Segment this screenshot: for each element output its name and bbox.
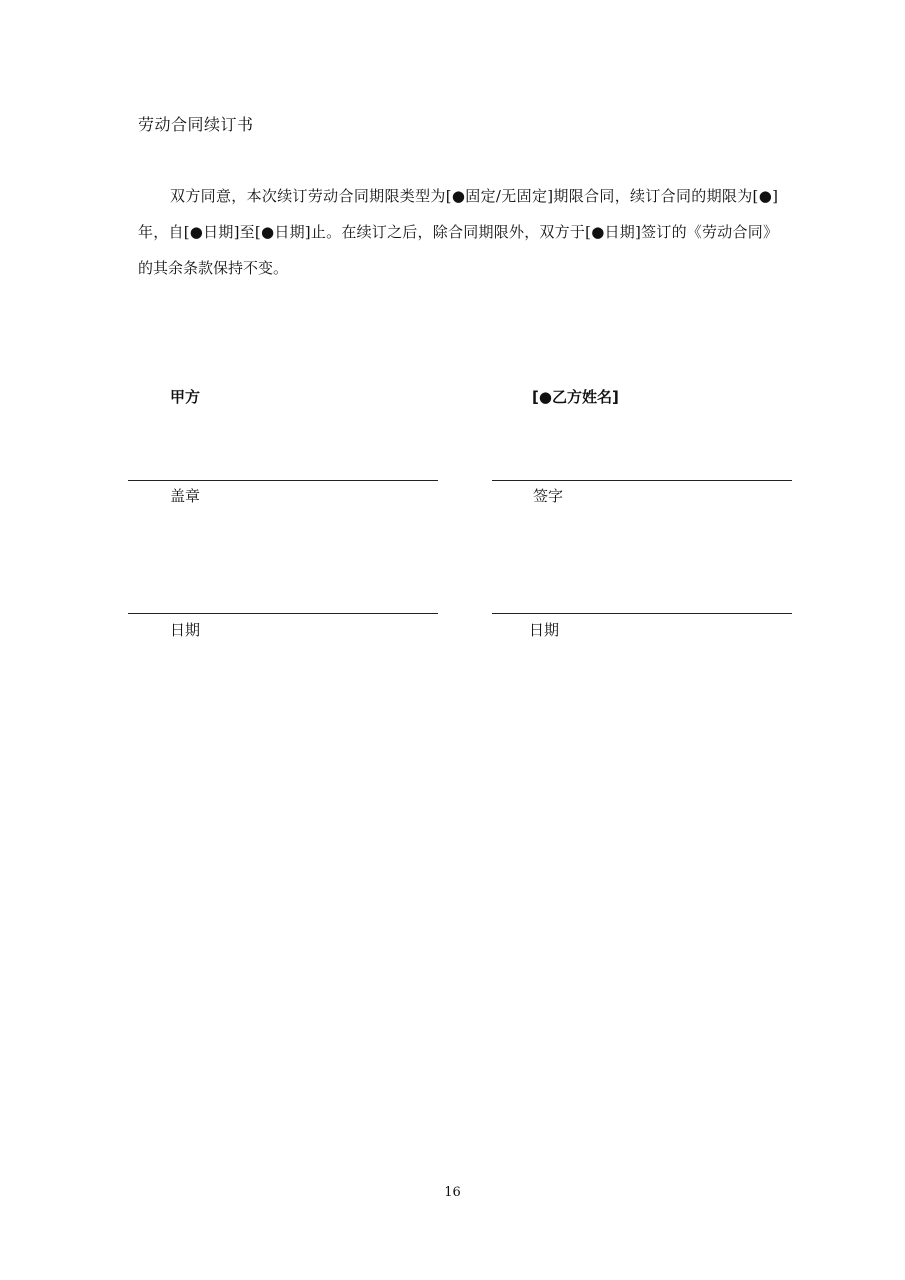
party-a-stamp-line	[128, 480, 438, 481]
party-a-label: 甲方	[170, 388, 201, 406]
party-b-sign-label: 签字	[533, 487, 564, 505]
party-b-date-line	[492, 613, 792, 614]
party-a-stamp-label: 盖章	[170, 487, 201, 505]
party-b-date-label: 日期	[529, 621, 560, 639]
renewal-clause-paragraph: 双方同意，本次续订劳动合同期限类型为[●固定/无固定]期限合同，续订合同的期限为[●]年，自[●日期]至[●日期]止。在续订之后，除合同期限外，双方于[●日期]签订的《劳动合同》的其余条款保持不变。	[138, 187, 778, 277]
document-title: 劳动合同续订书	[138, 115, 254, 134]
party-a-date-label: 日期	[170, 621, 201, 639]
page-number: 16	[444, 1185, 461, 1200]
party-b-signature-line	[492, 480, 792, 481]
party-b-name-label: [●乙方姓名]	[532, 388, 619, 406]
party-a-date-line	[128, 613, 438, 614]
